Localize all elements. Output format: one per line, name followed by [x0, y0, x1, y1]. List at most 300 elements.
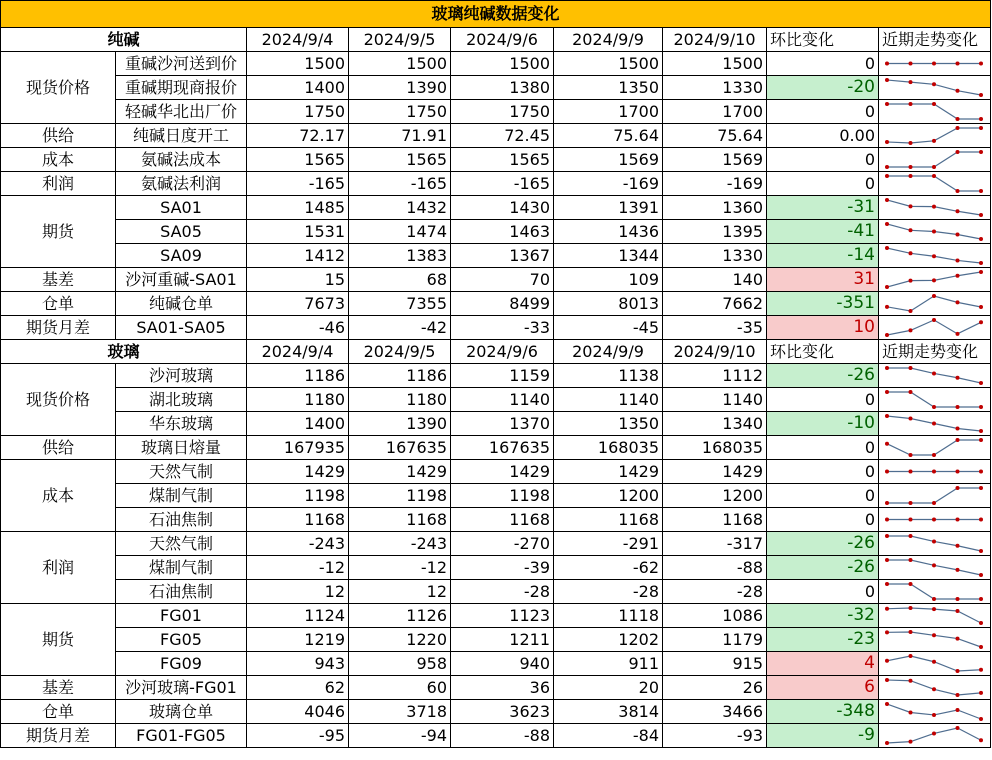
trend-header: 近期走势变化: [879, 340, 991, 364]
value-cell: -169: [554, 172, 663, 196]
value-cell: 940: [451, 652, 554, 676]
item-name: 湖北玻璃: [116, 388, 247, 412]
value-cell: 1429: [451, 460, 554, 484]
item-name: 纯碱仓单: [116, 292, 247, 316]
item-name: 玻璃日熔量: [116, 436, 247, 460]
sparkline-point: [909, 80, 913, 84]
section-header-row: [1, 28, 991, 52]
table-row: [1, 724, 991, 748]
change-cell: -9: [767, 724, 879, 748]
sparkline-point: [909, 453, 913, 457]
sparkline-point: [909, 62, 913, 66]
change-header: 环比变化: [767, 340, 879, 364]
value-cell: 1463: [451, 220, 554, 244]
trend-cell: [879, 100, 991, 124]
sparkline-point: [909, 102, 913, 106]
value-cell: 168035: [663, 436, 767, 460]
value-cell: 167635: [451, 436, 554, 460]
value-cell: 1202: [554, 628, 663, 652]
table-row: [1, 172, 991, 196]
value-cell: 1569: [663, 148, 767, 172]
item-name: SA09: [116, 244, 247, 268]
sparkline-point: [885, 390, 889, 394]
sparkline-point: [956, 89, 960, 93]
value-cell: 140: [663, 268, 767, 292]
value-cell: 1186: [349, 364, 451, 388]
date-header: 2024/9/6: [451, 340, 554, 364]
sparkline-point: [909, 679, 913, 683]
value-cell: 1367: [451, 244, 554, 268]
sparkline-point: [979, 305, 983, 309]
value-cell: 1344: [554, 244, 663, 268]
sparkline-point: [885, 62, 889, 66]
sparkline-point: [909, 501, 913, 505]
sparkline-line: [887, 584, 981, 599]
sparkline-point: [979, 621, 983, 625]
sparkline: [879, 244, 989, 267]
sparkline-point: [956, 544, 960, 548]
sparkline: [879, 460, 989, 483]
group-label: 供给: [1, 124, 116, 148]
date-header: 2024/9/9: [554, 28, 663, 52]
item-name: 天然气制: [116, 532, 247, 556]
value-cell: 168035: [554, 436, 663, 460]
sparkline-point: [932, 205, 936, 209]
sparkline-line: [887, 176, 981, 191]
value-cell: 1200: [663, 484, 767, 508]
sparkline-point: [932, 82, 936, 86]
change-cell: 0: [767, 580, 879, 604]
date-header: 2024/9/9: [554, 340, 663, 364]
change-cell: 0: [767, 148, 879, 172]
value-cell: -95: [247, 724, 349, 748]
sparkline-point: [956, 726, 960, 730]
change-cell: -26: [767, 556, 879, 580]
item-name: 重碱期现商报价: [116, 76, 247, 100]
value-cell: 15: [247, 268, 349, 292]
sparkline-point: [909, 174, 913, 178]
value-cell: 1200: [554, 484, 663, 508]
sparkline-line: [887, 728, 981, 743]
change-cell: 4: [767, 652, 879, 676]
group-label: 利润: [1, 532, 116, 604]
sparkline-point: [909, 390, 913, 394]
sparkline-point: [932, 139, 936, 143]
value-cell: 1123: [451, 604, 554, 628]
sparkline-point: [979, 270, 983, 274]
sparkline: [879, 412, 989, 435]
value-cell: -28: [663, 580, 767, 604]
trend-cell: [879, 700, 991, 724]
trend-cell: [879, 652, 991, 676]
sparkline-point: [885, 165, 889, 169]
group-label: 现货价格: [1, 52, 116, 124]
group-label: 供给: [1, 436, 116, 460]
group-label: 期货: [1, 604, 116, 676]
item-name: 煤制气制: [116, 556, 247, 580]
value-cell: 1198: [349, 484, 451, 508]
value-cell: 1219: [247, 628, 349, 652]
table-row: [1, 532, 991, 556]
value-cell: 1400: [247, 76, 349, 100]
trend-cell: [879, 412, 991, 436]
sparkline-point: [909, 630, 913, 634]
item-name: 沙河玻璃-FG01: [116, 676, 247, 700]
table-row: [1, 556, 991, 580]
change-cell: -26: [767, 364, 879, 388]
value-cell: 1350: [554, 412, 663, 436]
value-cell: 1180: [247, 388, 349, 412]
value-cell: 12: [349, 580, 451, 604]
sparkline-point: [956, 597, 960, 601]
sparkline-point: [885, 246, 889, 250]
trend-cell: [879, 628, 991, 652]
sparkline-point: [956, 258, 960, 262]
item-name: SA05: [116, 220, 247, 244]
sparkline-point: [932, 470, 936, 474]
table-row: [1, 436, 991, 460]
sparkline-point: [932, 422, 936, 426]
trend-cell: [879, 532, 991, 556]
trend-cell: [879, 124, 991, 148]
trend-cell: [879, 556, 991, 580]
table-row: [1, 580, 991, 604]
value-cell: 1500: [451, 52, 554, 76]
trend-cell: [879, 292, 991, 316]
value-cell: -169: [663, 172, 767, 196]
change-cell: 10: [767, 316, 879, 340]
sparkline-point: [885, 198, 889, 202]
table-row: [1, 244, 991, 268]
sparkline-point: [932, 607, 936, 611]
sparkline-point: [885, 174, 889, 178]
group-label: 利润: [1, 172, 116, 196]
trend-cell: [879, 268, 991, 292]
table-row: [1, 508, 991, 532]
table-row: [1, 484, 991, 508]
table-row: [1, 52, 991, 76]
item-name: 沙河玻璃: [116, 364, 247, 388]
sparkline-line: [887, 368, 981, 383]
table-row: [1, 676, 991, 700]
item-name: SA01: [116, 196, 247, 220]
trend-cell: [879, 52, 991, 76]
sparkline-point: [932, 278, 936, 282]
sparkline: [879, 196, 989, 219]
value-cell: 1429: [349, 460, 451, 484]
change-cell: -41: [767, 220, 879, 244]
sparkline-point: [885, 607, 889, 611]
change-cell: 0: [767, 508, 879, 532]
sparkline-point: [932, 371, 936, 375]
sparkline-point: [932, 518, 936, 522]
trend-cell: [879, 724, 991, 748]
table-row: [1, 700, 991, 724]
sparkline-point: [956, 438, 960, 442]
value-cell: 1140: [554, 388, 663, 412]
sparkline: [879, 124, 989, 147]
value-cell: 1330: [663, 76, 767, 100]
value-cell: -88: [663, 556, 767, 580]
date-header: 2024/9/6: [451, 28, 554, 52]
value-cell: 943: [247, 652, 349, 676]
sparkline-point: [909, 417, 913, 421]
trend-cell: [879, 172, 991, 196]
change-cell: 0: [767, 52, 879, 76]
value-cell: 62: [247, 676, 349, 700]
value-cell: 167935: [247, 436, 349, 460]
value-cell: 1220: [349, 628, 451, 652]
item-name: 沙河重碱-SA01: [116, 268, 247, 292]
sparkline: [879, 556, 989, 579]
trend-cell: [879, 436, 991, 460]
sparkline-point: [956, 150, 960, 154]
value-cell: 1750: [451, 100, 554, 124]
value-cell: 1565: [349, 148, 451, 172]
sparkline: [879, 364, 989, 387]
value-cell: -165: [247, 172, 349, 196]
sparkline-point: [979, 126, 983, 130]
sparkline-point: [979, 573, 983, 577]
sparkline-point: [909, 366, 913, 370]
value-cell: 3814: [554, 700, 663, 724]
table-row: [1, 460, 991, 484]
sparkline-line: [887, 104, 981, 119]
trend-cell: [879, 316, 991, 340]
sparkline-point: [885, 582, 889, 586]
value-cell: 1500: [554, 52, 663, 76]
sparkline-point: [909, 534, 913, 538]
value-cell: 3466: [663, 700, 767, 724]
sparkline-point: [909, 279, 913, 283]
value-cell: 72.45: [451, 124, 554, 148]
sparkline: [879, 700, 989, 723]
value-cell: 3718: [349, 700, 451, 724]
sparkline-point: [885, 305, 889, 309]
sparkline-point: [909, 518, 913, 522]
sparkline-point: [885, 518, 889, 522]
trend-header: 近期走势变化: [879, 28, 991, 52]
value-cell: 70: [451, 268, 554, 292]
sparkline-point: [956, 117, 960, 121]
value-cell: 1140: [663, 388, 767, 412]
trend-cell: [879, 484, 991, 508]
change-cell: 0: [767, 388, 879, 412]
group-label: 期货: [1, 196, 116, 268]
sparkline-point: [932, 713, 936, 717]
sparkline: [879, 652, 989, 675]
value-cell: 1138: [554, 364, 663, 388]
value-cell: 1429: [247, 460, 349, 484]
value-cell: 1126: [349, 604, 451, 628]
sparkline-point: [909, 165, 913, 169]
value-cell: 7355: [349, 292, 451, 316]
value-cell: 71.91: [349, 124, 451, 148]
sparkline-point: [979, 470, 983, 474]
value-cell: -93: [663, 724, 767, 748]
value-cell: 1430: [451, 196, 554, 220]
sparkline-line: [887, 560, 981, 575]
table-row: [1, 364, 991, 388]
sparkline: [879, 484, 989, 507]
sparkline: [879, 292, 989, 315]
sparkline: [879, 76, 989, 99]
sparkline-point: [932, 563, 936, 567]
value-cell: 1168: [663, 508, 767, 532]
value-cell: -317: [663, 532, 767, 556]
item-name: FG01: [116, 604, 247, 628]
sparkline-point: [956, 427, 960, 431]
date-header: 2024/9/5: [349, 340, 451, 364]
table-row: [1, 316, 991, 340]
value-cell: 958: [349, 652, 451, 676]
sparkline-point: [979, 486, 983, 490]
sparkline-point: [979, 717, 983, 721]
sparkline-point: [932, 254, 936, 258]
sparkline-point: [932, 501, 936, 505]
sparkline: [879, 532, 989, 555]
sparkline-point: [956, 209, 960, 213]
sparkline-point: [979, 62, 983, 66]
value-cell: 1140: [451, 388, 554, 412]
item-name: 石油焦制: [116, 508, 247, 532]
sparkline-point: [885, 678, 889, 682]
table-title: 玻璃纯碱数据变化: [1, 1, 991, 28]
value-cell: -12: [247, 556, 349, 580]
value-cell: -46: [247, 316, 349, 340]
value-cell: 1500: [349, 52, 451, 76]
sparkline-point: [979, 438, 983, 442]
sparkline-point: [885, 285, 889, 289]
sparkline-point: [979, 189, 983, 193]
sparkline-point: [885, 630, 889, 634]
value-cell: -88: [451, 724, 554, 748]
sparkline-point: [932, 633, 936, 637]
sparkline-point: [932, 660, 936, 664]
value-cell: 26: [663, 676, 767, 700]
sparkline-point: [979, 645, 983, 649]
item-name: 石油焦制: [116, 580, 247, 604]
sparkline-point: [956, 376, 960, 380]
sparkline-point: [909, 710, 913, 714]
trend-cell: [879, 676, 991, 700]
item-name: 重碱沙河送到价: [116, 52, 247, 76]
trend-cell: [879, 364, 991, 388]
sparkline-point: [885, 442, 889, 446]
value-cell: 60: [349, 676, 451, 700]
item-name: FG05: [116, 628, 247, 652]
trend-cell: [879, 460, 991, 484]
sparkline-point: [979, 93, 983, 97]
change-cell: -23: [767, 628, 879, 652]
sparkline-point: [956, 486, 960, 490]
item-name: FG01-FG05: [116, 724, 247, 748]
sparkline-point: [909, 141, 913, 145]
value-cell: 1350: [554, 76, 663, 100]
value-cell: 1474: [349, 220, 451, 244]
change-cell: -10: [767, 412, 879, 436]
sparkline-point: [979, 261, 983, 265]
sparkline-point: [885, 534, 889, 538]
sparkline-point: [956, 518, 960, 522]
value-cell: -35: [663, 316, 767, 340]
sparkline-point: [932, 539, 936, 543]
table-row: [1, 604, 991, 628]
value-cell: 1383: [349, 244, 451, 268]
value-cell: -84: [554, 724, 663, 748]
value-cell: 1569: [554, 148, 663, 172]
group-label: 期货月差: [1, 316, 116, 340]
value-cell: -33: [451, 316, 554, 340]
sparkline-point: [956, 274, 960, 278]
sparkline-point: [979, 150, 983, 154]
item-name: 氨碱法利润: [116, 172, 247, 196]
date-header: 2024/9/10: [663, 28, 767, 52]
sparkline-point: [956, 693, 960, 697]
value-cell: -291: [554, 532, 663, 556]
value-cell: 1124: [247, 604, 349, 628]
item-name: SA01-SA05: [116, 316, 247, 340]
value-cell: 1086: [663, 604, 767, 628]
sparkline-point: [956, 126, 960, 130]
sparkline: [879, 436, 989, 459]
value-cell: 1485: [247, 196, 349, 220]
value-cell: 7673: [247, 292, 349, 316]
table-row: [1, 292, 991, 316]
table-row: [1, 100, 991, 124]
sparkline-line: [887, 296, 981, 311]
trend-cell: [879, 244, 991, 268]
change-cell: -351: [767, 292, 879, 316]
value-cell: 1168: [247, 508, 349, 532]
value-cell: -165: [451, 172, 554, 196]
value-cell: 167635: [349, 436, 451, 460]
value-cell: -45: [554, 316, 663, 340]
table-row: [1, 652, 991, 676]
sparkline-point: [932, 731, 936, 735]
value-cell: 1370: [451, 412, 554, 436]
sparkline-point: [979, 518, 983, 522]
sparkline-point: [885, 702, 889, 706]
value-cell: 1360: [663, 196, 767, 220]
section-header-row: [1, 340, 991, 364]
sparkline-point: [885, 78, 889, 82]
item-name: 玻璃仓单: [116, 700, 247, 724]
value-cell: 1168: [554, 508, 663, 532]
table-row: [1, 76, 991, 100]
sparkline-point: [885, 366, 889, 370]
value-cell: -28: [554, 580, 663, 604]
group-label: 基差: [1, 676, 116, 700]
change-cell: 31: [767, 268, 879, 292]
sparkline-point: [885, 741, 889, 745]
sparkline-point: [885, 140, 889, 144]
sparkline: [879, 604, 989, 627]
item-name: 纯碱日度开工: [116, 124, 247, 148]
sparkline-line: [887, 440, 981, 455]
item-name: 华东玻璃: [116, 412, 247, 436]
sparkline-point: [932, 62, 936, 66]
sparkline-line: [887, 536, 981, 551]
sparkline-point: [885, 558, 889, 562]
trend-cell: [879, 604, 991, 628]
value-cell: 109: [554, 268, 663, 292]
sparkline-line: [887, 392, 981, 407]
value-cell: -42: [349, 316, 451, 340]
trend-cell: [879, 580, 991, 604]
group-label: 仓单: [1, 700, 116, 724]
sparkline-point: [909, 309, 913, 313]
